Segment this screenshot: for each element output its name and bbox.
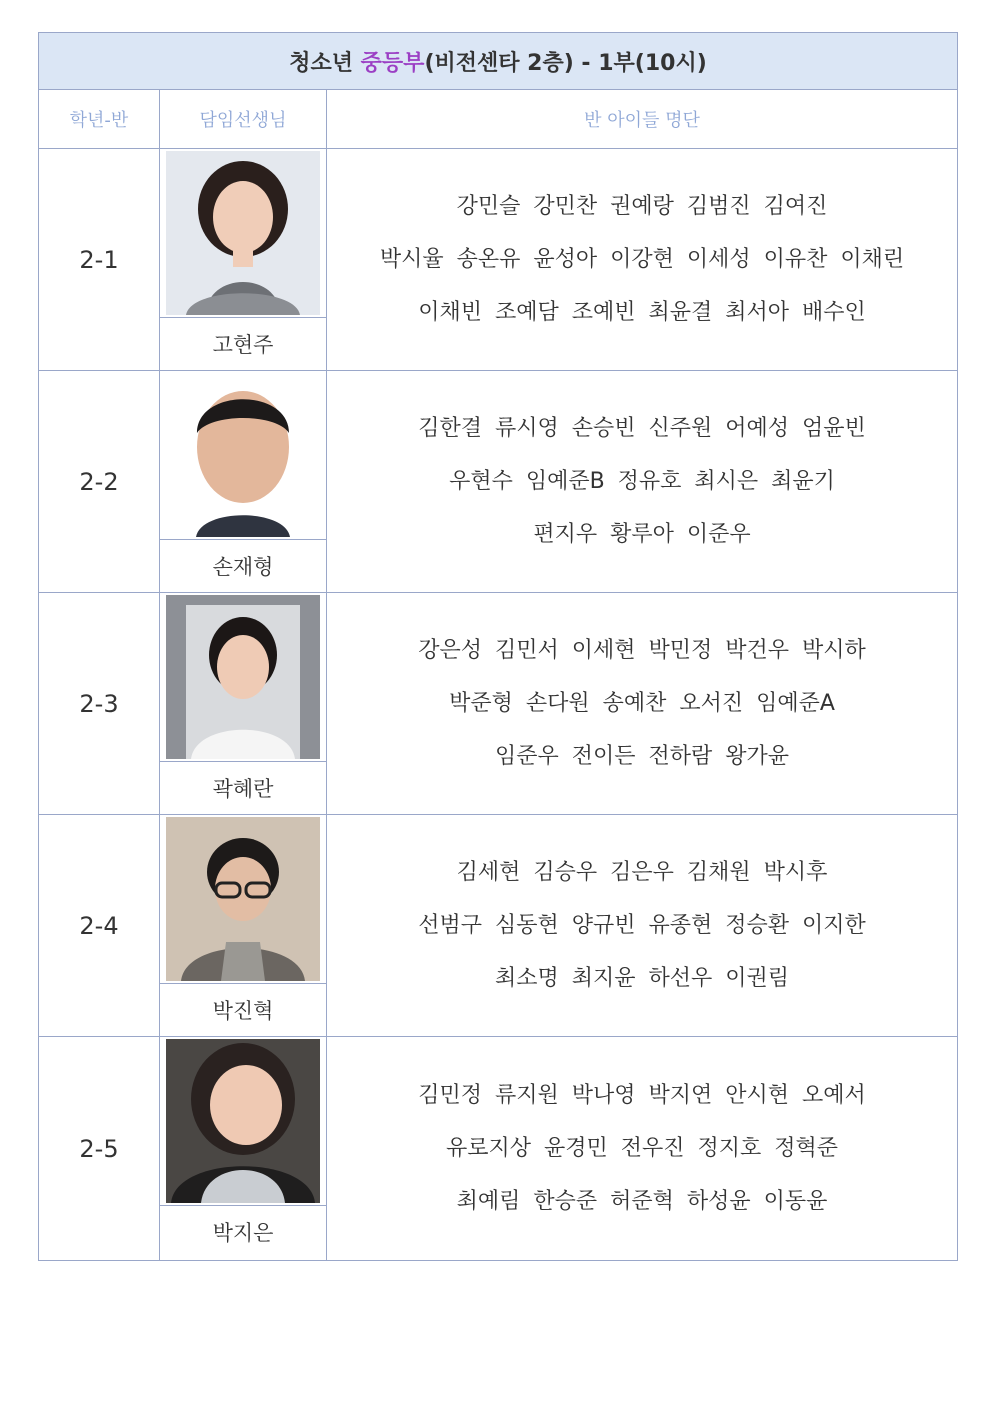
student-line: 유로지상 윤경민 전우진 정지호 정혁준 — [446, 1136, 839, 1161]
class-label: 2-4 — [39, 815, 160, 1037]
class-row — [39, 593, 958, 815]
students-cell — [327, 1037, 958, 1261]
teacher-photo — [166, 595, 320, 759]
student-line: 박시율 송온유 윤성아 이강현 이세성 이유찬 이채린 — [379, 247, 905, 272]
title-prefix: 청소년 — [289, 50, 361, 76]
student-line: 임준우 전이든 전하람 왕가윤 — [495, 744, 790, 769]
student-line: 김세현 김승우 김은우 김채원 박시후 — [456, 860, 828, 885]
student-line: 박준형 손다원 송예찬 오서진 임예준A — [449, 691, 835, 716]
students-cell — [327, 593, 958, 815]
student-line: 최소명 최지윤 하선우 이권림 — [495, 966, 790, 991]
class-label: 2-2 — [39, 371, 160, 593]
students-cell — [327, 815, 958, 1037]
class-row — [39, 371, 958, 593]
student-line: 김한결 류시영 손승빈 신주원 어예성 엄윤빈 — [418, 416, 866, 441]
title-suffix: (비전센타 2층) - 1부(10시) — [424, 50, 707, 76]
students-cell — [327, 149, 958, 371]
teacher-cell — [160, 593, 327, 815]
header-row — [39, 90, 958, 149]
teacher-cell — [160, 1037, 327, 1261]
title-accent: 중등부 — [360, 50, 425, 76]
teacher-name: 박지은 — [212, 1221, 274, 1245]
teacher-photo — [166, 817, 320, 981]
class-row — [39, 149, 958, 371]
header-teacher: 담임선생님 — [160, 90, 327, 149]
teacher-cell — [160, 371, 327, 593]
student-line: 강민슬 강민찬 권예랑 김범진 김여진 — [456, 194, 828, 219]
student-line: 최예림 한승준 허준혁 하성윤 이동윤 — [456, 1189, 828, 1214]
teacher-cell — [160, 149, 327, 371]
student-line: 김민정 류지원 박나영 박지연 안시현 오예서 — [418, 1083, 866, 1108]
students-cell — [327, 371, 958, 593]
teacher-cell — [160, 815, 327, 1037]
class-label: 2-5 — [39, 1037, 160, 1261]
title-row — [39, 33, 958, 90]
class-roster-table — [38, 32, 958, 1261]
class-label: 2-1 — [39, 149, 160, 371]
teacher-name: 고현주 — [212, 333, 274, 357]
class-label: 2-3 — [39, 593, 160, 815]
teacher-name: 곽혜란 — [212, 777, 274, 801]
teacher-name: 손재형 — [212, 555, 274, 579]
student-line: 강은성 김민서 이세현 박민정 박건우 박시하 — [418, 638, 866, 663]
student-line: 편지우 황루아 이준우 — [533, 522, 751, 547]
header-class: 학년-반 — [39, 90, 160, 149]
class-row — [39, 1037, 958, 1261]
student-line: 우현수 임예준B 정유호 최시은 최윤기 — [449, 469, 835, 494]
student-line: 이채빈 조예담 조예빈 최윤결 최서아 배수인 — [418, 300, 866, 325]
teacher-photo — [166, 151, 320, 315]
teacher-photo — [166, 1039, 320, 1203]
class-row — [39, 815, 958, 1037]
page-title — [39, 33, 958, 90]
teacher-name: 박진혁 — [212, 999, 274, 1023]
teacher-photo — [166, 373, 320, 537]
header-students: 반 아이들 명단 — [327, 90, 958, 149]
student-line: 선범구 심동현 양규빈 유종현 정승환 이지한 — [418, 913, 866, 938]
